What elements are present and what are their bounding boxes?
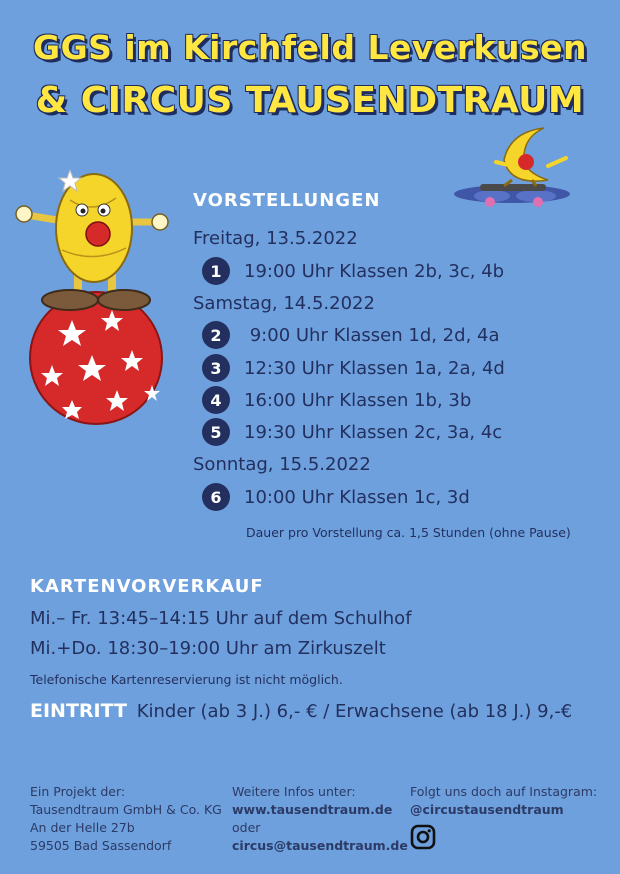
- footer-project-label: Ein Projekt der:: [30, 784, 126, 799]
- title-line-1: GGS im Kirchfeld Leverkusen: [32, 28, 588, 67]
- email-link[interactable]: circus@tausendtraum.de: [232, 838, 408, 853]
- presale-line-2: Mi.+Do. 18:30–19:00 Uhr am Zirkuszelt: [30, 638, 386, 659]
- show-text: 9:00 Uhr Klassen 1d, 2d, 4a: [244, 324, 500, 346]
- show-text: 19:30 Uhr Klassen 2c, 3a, 4c: [244, 421, 503, 443]
- show-row: [202, 483, 470, 511]
- footer-city: 59505 Bad Sassendorf: [30, 838, 172, 853]
- duration-note: Dauer pro Vorstellung ca. 1,5 Stunden (ohne Pause): [246, 525, 571, 540]
- footer-or: oder: [232, 820, 261, 835]
- presale-heading: KARTENVORVERKAUF: [30, 576, 264, 597]
- footer-social-label: Folgt uns doch auf Instagram:: [410, 784, 598, 799]
- phone-reservation-note: Telefonische Kartenreservierung ist nicht möglich.: [30, 672, 343, 687]
- instagram-handle[interactable]: @circustausendtraum: [410, 802, 564, 817]
- footer-info: [232, 783, 408, 855]
- admission-line: [30, 700, 572, 722]
- show-number-badge: 1: [202, 257, 230, 285]
- footer-info-label: Weitere Infos unter:: [232, 784, 356, 799]
- moon-skateboard-illustration: [452, 122, 577, 214]
- website-link[interactable]: www.tausendtraum.de: [232, 802, 393, 817]
- footer-street: An der Helle 27b: [30, 820, 135, 835]
- show-number-badge: 2: [202, 321, 230, 349]
- show-row: [202, 257, 504, 285]
- footer-company: Tausendtraum GmbH & Co. KG: [30, 802, 222, 817]
- show-text: 19:00 Uhr Klassen 2b, 3c, 4b: [244, 260, 505, 282]
- footer-social: [410, 783, 597, 855]
- show-text: 12:30 Uhr Klassen 1a, 2a, 4d: [244, 357, 505, 379]
- show-text: 10:00 Uhr Klassen 1c, 3d: [244, 486, 470, 508]
- show-text: 16:00 Uhr Klassen 1b, 3b: [244, 389, 472, 411]
- show-number-badge: 5: [202, 418, 230, 446]
- show-number-badge: 6: [202, 483, 230, 511]
- instagram-icon[interactable]: [410, 824, 436, 850]
- presale-line-1: Mi.– Fr. 13:45–14:15 Uhr auf dem Schulhof: [30, 608, 412, 629]
- show-row: [202, 386, 471, 414]
- day-date-friday: Freitag, 13.5.2022: [193, 228, 358, 249]
- day-date-sunday: Sonntag, 15.5.2022: [193, 454, 371, 475]
- clown-on-ball-illustration: [12, 160, 177, 435]
- performances-heading: VORSTELLUNGEN: [193, 190, 381, 211]
- title-line-2: & CIRCUS TAUSENDTRAUM: [35, 80, 585, 121]
- footer-project: [30, 783, 222, 855]
- show-row: [202, 321, 500, 349]
- admission-label: EINTRITT: [30, 700, 127, 722]
- show-number-badge: 3: [202, 354, 230, 382]
- show-row: [202, 418, 502, 446]
- show-row: [202, 354, 505, 382]
- admission-prices: Kinder (ab 3 J.) 6,- € / Erwachsene (ab 18 J.) 9,-€: [136, 701, 573, 722]
- day-date-saturday: Samstag, 14.5.2022: [193, 293, 375, 314]
- show-number-badge: 4: [202, 386, 230, 414]
